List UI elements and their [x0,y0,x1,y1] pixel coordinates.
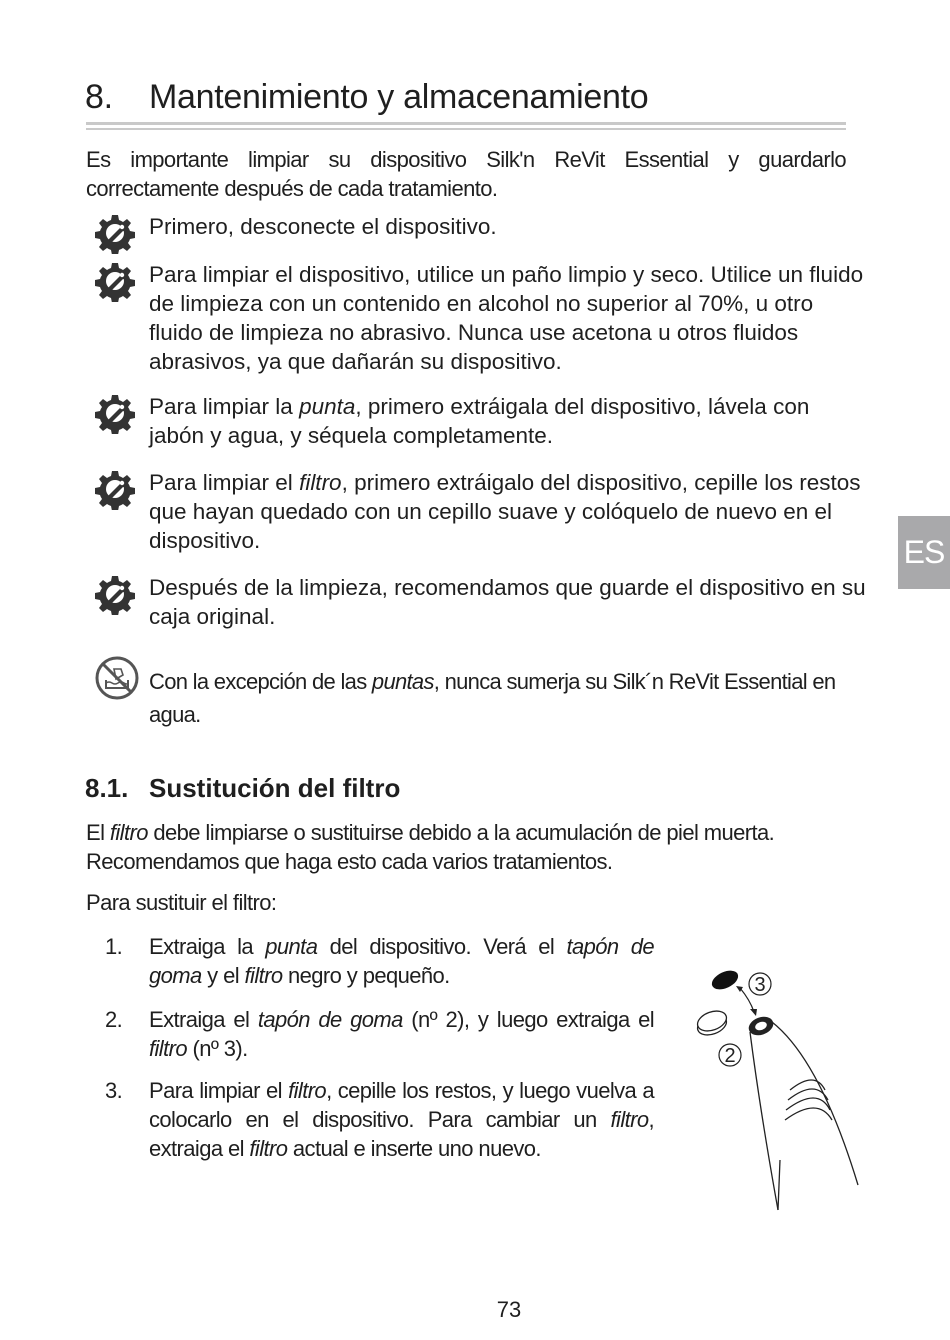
filter-step-text-part: Para limpiar el [149,1078,289,1103]
filter-step-number: 2. [105,1007,123,1032]
maintenance-step-text-part: Para limpiar el dispositivo, utilice un paño limpio y seco. Utilice un fluido de limpieza con un contenido en alcohol no superior al 70%, u otro fluido de limpieza no abrasivo. Nunca use acetona u otros fluidos abrasivos, ya que dañarán su dispositivo. [149,262,864,374]
filter-step-emphasis: filtro [610,1107,649,1132]
filter-step-text-part: (nº 2), y luego extraiga el [402,1007,654,1032]
maintenance-step-text-part: Primero, desconecte el dispositivo. [149,214,497,239]
rubber-cap [695,1007,729,1038]
filter-step-text-part: , cepille los restos, y luego vuelva a colocarlo en el dispositivo. Para cambiar un [149,1078,654,1132]
filter-paragraph [86,818,856,876]
filter-step-text [149,1076,654,1163]
page-number: 73 [496,1297,522,1322]
device-tip [747,1014,858,1210]
warning-text [149,665,869,731]
filter-step-text-part: del dispositivo. Verá el [317,934,567,959]
maintenance-step-text-part: , primero extráigalo del dispositivo, cepille los restos que hayan quedado con un cepillo suave y colóquelo de nuevo en el dispositivo. [149,470,861,553]
title-rule [86,122,846,130]
language-tab: ES [898,516,950,589]
filter-step-text-part: , extraiga el [149,1107,654,1161]
maintenance-gear-wrench-icon [94,212,136,254]
maintenance-step-text-part: Para limpiar el [149,470,300,495]
filter-step-emphasis: tapón de goma [257,1007,403,1032]
intro-paragraph: Es importante limpiar su dispositivo Silk'n ReVit Essential y guardarlo correctamente después de cada tratamiento. [86,147,846,201]
filter-step-emphasis: tapón de goma [149,934,654,988]
cap-number-label: 2 [724,1045,736,1067]
warning-text-part: Con la excepción de las [149,669,372,694]
maintenance-gear-wrench-icon [94,392,136,434]
filter-number-label: 3 [754,974,766,996]
steps-lead: Para sustituir el filtro: [86,890,277,915]
filter-step-emphasis: filtro [244,963,283,988]
filter-paragraph-part: El [86,820,110,845]
subsection-number: 8.1. [85,773,129,803]
maintenance-step-emphasis: filtro [299,470,342,495]
maintenance-gear-wrench-icon [94,468,136,510]
subsection-title-text: Sustitución del filtro [149,773,401,803]
section-title-text: Mantenimiento y almacenamiento [149,78,649,116]
filter-step-text-part: y el [201,963,245,988]
section-number: 8. [85,78,113,116]
maintenance-step-text [149,392,869,450]
maintenance-step-text [149,573,869,631]
maintenance-gear-wrench-icon [94,260,136,302]
maintenance-step-text-part: , primero extráigala del dispositivo, lávela con jabón y agua, y séquela completamente. [149,394,810,448]
filter-step-number: 1. [105,934,123,959]
warning-text-part: , nunca sumerja su Silk´n ReVit Essential en agua. [149,669,836,727]
filter-step-text-part: Extraiga el [149,1007,258,1032]
filter-paragraph-emphasis: filtro [109,820,148,845]
subsection-title [85,773,400,804]
maintenance-step-text-part: Para limpiar la [149,394,300,419]
filter-step-text-part: actual e inserte uno nuevo. [287,1136,541,1161]
maintenance-step-text [149,212,869,241]
maintenance-step-text [149,260,869,376]
maintenance-gear-wrench-icon [94,573,136,615]
warning-text-emphasis: puntas [371,669,434,694]
filter-paragraph-part: debe limpiarse o sustituirse debido a la acumulación de piel muerta. Recomendamos que haga esto cada varios tratamientos. [86,820,775,874]
filter-replacement-illustration [690,960,870,1220]
filter-step-emphasis: filtro [249,1136,288,1161]
no-immersion-icon [94,655,140,701]
section-title [85,78,648,117]
filter-step-text-part: negro y pequeño. [282,963,450,988]
maintenance-step-text-part: Después de la limpieza, recomendamos que guarde el dispositivo en su caja original. [149,575,866,629]
filter-step-number: 3. [105,1078,123,1103]
filter-step-text-part: Extraiga la [149,934,266,959]
maintenance-step-text [149,468,869,555]
filter-step-emphasis: filtro [149,1036,187,1061]
filter-step-emphasis: filtro [288,1078,327,1103]
filter-step-emphasis: punta [265,934,318,959]
filter-step-text [149,932,654,990]
filter-disc [709,967,741,993]
filter-step-text-part: (nº 3). [186,1036,248,1061]
maintenance-step-emphasis: punta [299,394,356,419]
filter-step-text [149,1005,654,1063]
